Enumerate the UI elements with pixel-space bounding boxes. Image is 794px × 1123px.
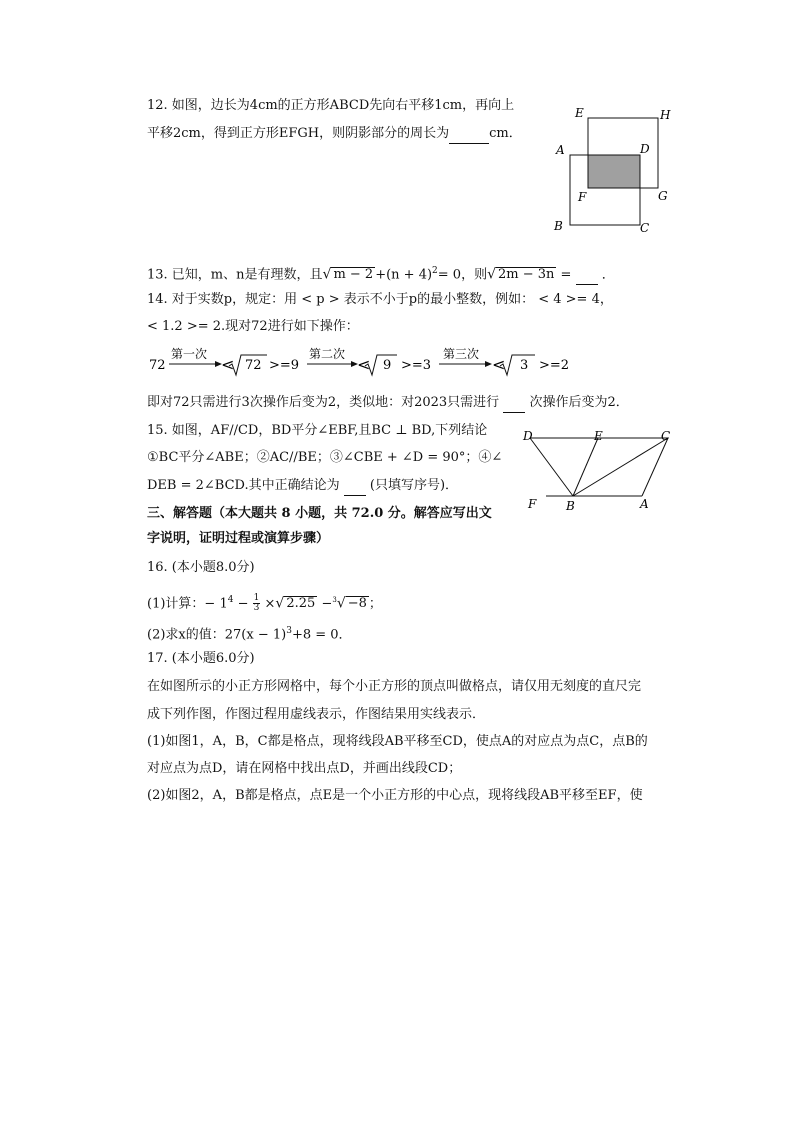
q13-end: ． bbox=[601, 267, 615, 283]
q12-shaded-region bbox=[588, 155, 640, 188]
q13-radicand2: 2m − 3n bbox=[498, 267, 555, 283]
q17-line5: (2)如图2，A，B都是格点，点E是一个小正方形的中心点，现将线段AB平移至EF，使 bbox=[147, 788, 643, 803]
q13-exponent: 2 bbox=[432, 266, 438, 276]
section3-heading-line1: 三、解答题（本大题共 8 小题，共 72.0 分。解答应写出文 bbox=[147, 506, 492, 521]
q16-fraction bbox=[253, 594, 261, 613]
q13-answer-blank bbox=[576, 266, 598, 285]
q14-result2: >=3 bbox=[401, 358, 432, 373]
q15-label-a: A bbox=[640, 497, 649, 511]
q15-line1: 15. 如图，AF//CD，BD平分∠EBF,且BC ⊥ BD,下列结论 bbox=[147, 423, 488, 438]
q12-answer-blank bbox=[449, 125, 489, 144]
q14-lt3: < bbox=[492, 355, 506, 374]
section3-heading-line2: 字说明，证明过程或演算步骤） bbox=[147, 531, 330, 546]
q17-line1: 在如图所示的小正方形网格中，每个小正方形的顶点叫做格点，请仅用无刻度的直尺完 bbox=[147, 679, 642, 694]
q14-start-value: 72 bbox=[149, 358, 166, 373]
q16-fraction-num: 1 bbox=[253, 593, 260, 604]
q14-lt1: < bbox=[221, 355, 235, 374]
q16-p1-exp: 4 bbox=[227, 595, 234, 605]
q16-p1d: − bbox=[321, 596, 333, 612]
q15-label-d: D bbox=[523, 429, 533, 443]
q15-line3-tail: (只填写序号)． bbox=[369, 478, 459, 493]
q13-mid: +(n + 4) bbox=[375, 267, 433, 283]
q14-line3 bbox=[147, 394, 629, 413]
q12-line2-text: 平移2cm，得到正方形EFGH，则阴影部分的周长为 bbox=[147, 126, 450, 141]
q14-result1: >=9 bbox=[269, 358, 300, 373]
arrow-head-icon bbox=[485, 361, 492, 367]
q16-part1 bbox=[147, 591, 382, 613]
q16-p1c: × bbox=[264, 596, 276, 612]
q12-label-a: A bbox=[556, 143, 565, 157]
q14-radicand2: 9 bbox=[383, 358, 392, 373]
q14-step3-label: 第三次 bbox=[443, 347, 480, 361]
q14-line3-tail: 次操作后变为2． bbox=[529, 395, 629, 410]
q14-radicand1: 72 bbox=[245, 358, 262, 373]
q16-p1b: − bbox=[237, 596, 249, 612]
q16-p1a: (1)计算：− 1 bbox=[147, 596, 228, 612]
radical-sign-icon: √ bbox=[275, 595, 285, 612]
q14-lt2: < bbox=[357, 355, 371, 374]
q16-p2b: +8 = 0． bbox=[291, 627, 352, 643]
q13-radicand1: m − 2 bbox=[333, 267, 374, 283]
q15-label-f: F bbox=[528, 497, 537, 511]
q15-parallel-lines-figure bbox=[520, 426, 680, 516]
q15-answer-blank bbox=[344, 477, 366, 496]
q16-cuberoot-index: 3 bbox=[332, 596, 337, 604]
q14-operation-chain bbox=[147, 342, 587, 382]
q12-line2 bbox=[147, 125, 522, 144]
q13-lead: 13. 已知，m、n是有理数，且 bbox=[147, 267, 323, 283]
q15-line-eb bbox=[573, 438, 598, 496]
q12-label-f: F bbox=[578, 190, 587, 204]
radical-sign-icon: √ bbox=[322, 266, 332, 283]
q17-heading: 17. (本小题6.0分) bbox=[147, 651, 255, 666]
q15-label-c: C bbox=[661, 429, 671, 443]
q12-label-c: C bbox=[640, 221, 650, 235]
q16-p1e: ； bbox=[368, 596, 382, 612]
q16-heading: 16. (本小题8.0分) bbox=[147, 560, 255, 575]
q16-p1-radicand2: −8 bbox=[347, 596, 367, 612]
q14-line2: < 1.2 >= 2.现对72进行如下操作： bbox=[147, 319, 359, 334]
q15-label-e: E bbox=[594, 429, 603, 443]
q16-p1-radicand: 2.25 bbox=[286, 596, 316, 612]
q17-line2: 成下列作图，作图过程用虚线表示，作图结果用实线表示． bbox=[147, 707, 486, 722]
q15-label-b: B bbox=[566, 499, 575, 513]
q15-line2: ①BC平分∠ABE；②AC//BE；③∠CBE + ∠D = 90°；④∠ bbox=[147, 450, 503, 465]
q14-answer-blank bbox=[503, 394, 525, 413]
q14-result3: >=2 bbox=[539, 358, 570, 373]
q15-line3 bbox=[147, 477, 458, 496]
q12-label-d: D bbox=[640, 142, 650, 156]
q12-square-figure bbox=[548, 100, 678, 240]
q15-line-db bbox=[530, 438, 573, 496]
q16-fraction-den: 3 bbox=[253, 603, 260, 614]
q15-line-cb bbox=[573, 438, 668, 496]
radical-sign-icon: √ bbox=[336, 595, 346, 612]
q15-line-ca bbox=[642, 438, 668, 496]
q16-p2-exp: 3 bbox=[286, 626, 292, 636]
q17-line3: (1)如图1，A，B，C都是格点，现将线段AB平移至CD，使点A的对应点为点C，点B的 bbox=[147, 734, 648, 749]
q12-label-b: B bbox=[554, 219, 563, 233]
q16-part2 bbox=[147, 622, 352, 644]
q14-step1-label: 第一次 bbox=[171, 347, 208, 361]
q13-line bbox=[147, 262, 615, 285]
q14-line1: 14. 对于实数p，规定：用 < p > 表示不小于p的最小整数，例如： < 4 >= 4， bbox=[147, 292, 613, 307]
q12-unit: cm． bbox=[489, 126, 522, 141]
q14-step2-label: 第二次 bbox=[309, 347, 346, 361]
q14-radicand3: 3 bbox=[520, 358, 529, 373]
q13-eq: = bbox=[560, 267, 572, 283]
q15-line3-text: DEB = 2∠BCD.其中正确结论为 bbox=[147, 478, 340, 493]
q12-label-e: E bbox=[575, 106, 584, 120]
radical-sign-icon: √ bbox=[487, 266, 496, 283]
q16-p2a: (2)求x的值：27(x − 1) bbox=[147, 627, 287, 643]
q12-label-g: G bbox=[658, 189, 668, 203]
q14-line3-text: 即对72只需进行3次操作后变为2，类似地：对2023只需进行 bbox=[147, 395, 500, 410]
q13-mid2: = 0，则 bbox=[437, 267, 488, 283]
q12-label-h: H bbox=[660, 108, 671, 122]
q12-line1: 12. 如图，边长为4cm的正方形ABCD先向右平移1cm，再向上 bbox=[147, 98, 515, 113]
q17-line4: 对应点为点D，请在网格中找出点D，并画出线段CD； bbox=[147, 761, 462, 776]
